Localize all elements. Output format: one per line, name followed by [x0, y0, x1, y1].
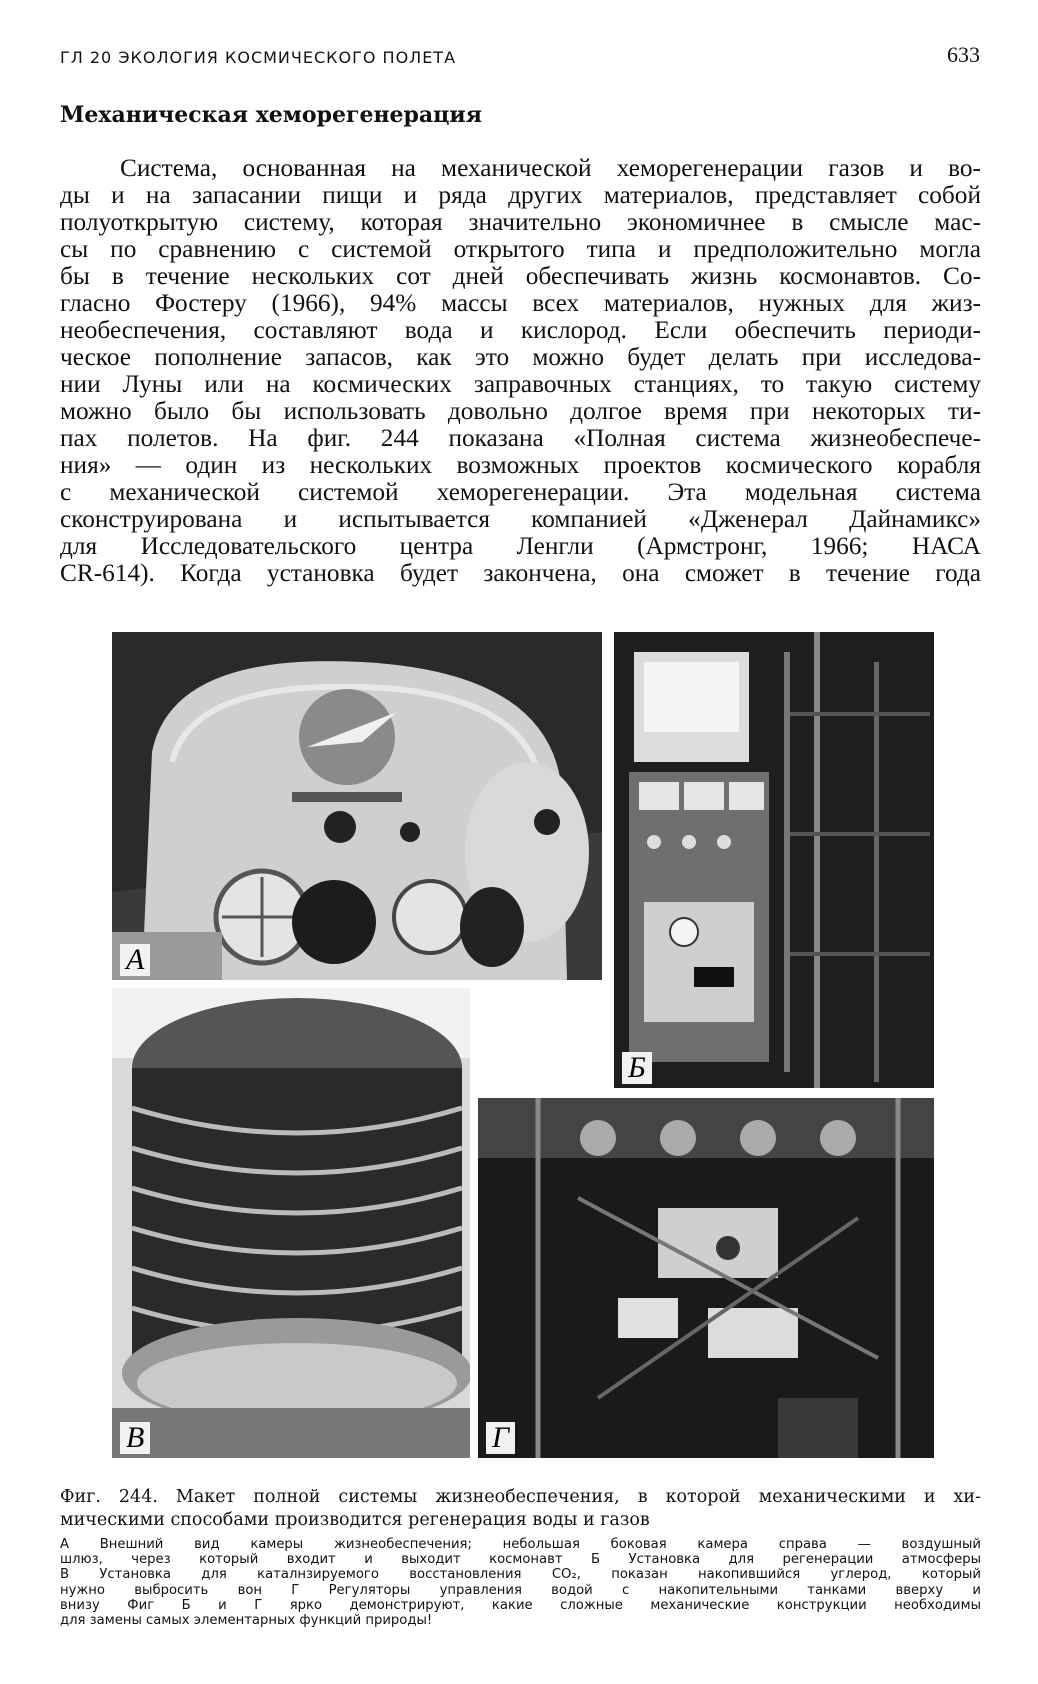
- text-line: гласно Фостеру (1966), 94% массы всех материалов, нужных для жиз-: [60, 289, 981, 317]
- water-regulators-illustration: [478, 1098, 934, 1458]
- photo-label-a: А: [120, 944, 150, 976]
- atmosphere-unit-illustration: [614, 632, 934, 1088]
- text-line: Система, основанная на механической хеморегенерации газов и во-: [120, 154, 981, 182]
- caption-line: мическими способами производится регенерация воды и газов: [60, 1510, 650, 1530]
- photo-a-chamber-exterior: [112, 632, 602, 980]
- text-line: можно было бы использовать довольно долгое время при некоторых ти-: [60, 397, 981, 425]
- text-line: полуоткрытую систему, которая значительно экономичнее в смысле мас-: [60, 208, 981, 236]
- photo-v-co2-reduction-unit: [112, 988, 470, 1458]
- caption-detail-line: В Установка для каталнзируемого восстановления CO₂, показан накопившийся углерод, который: [60, 1567, 981, 1583]
- caption-detail-line: для замены самых элементарных функций природы!: [60, 1613, 433, 1629]
- text-line: необеспечения, составляют вода и кислород. Если обеспечить периоди-: [60, 316, 981, 344]
- text-line: ния» — один из нескольких возможных проектов космического корабля: [60, 451, 981, 479]
- body-paragraph: [60, 155, 981, 587]
- photo-label-v: В: [120, 1422, 150, 1454]
- caption-detail-line: шлюз, через который входит и выходит космонавт Б Установка для регенерации атмосферы: [60, 1552, 981, 1568]
- running-header: [60, 42, 980, 67]
- text-line: сконструирована и испытывается компанией «Дженерал Дайнамикс»: [60, 505, 981, 533]
- caption-line: Фиг. 244. Макет полной системы жизнеобеспечения, в которой механическими и хи-: [60, 1487, 981, 1507]
- text-line: сы по сравнению с системой открытого типа и предположительно могла: [60, 235, 981, 263]
- text-line: пах полетов. На фиг. 244 показана «Полная система жизнеобеспече-: [60, 424, 981, 452]
- photo-label-g: Г: [486, 1422, 515, 1454]
- text-line: CR-614). Когда установка будет закончена, она сможет в течение года: [60, 559, 981, 587]
- section-title: Механическая хеморегенерация: [60, 102, 483, 128]
- figure-caption: [60, 1486, 981, 1628]
- caption-detail-line: нужно выбросить вон Г Регуляторы управления водой с накопительными танками вверху и: [60, 1582, 981, 1598]
- chamber-exterior-illustration: [112, 632, 602, 980]
- photo-label-b: Б: [622, 1052, 652, 1084]
- text-line: ды и на запасании пищи и ряда других материалов, представляет собой: [60, 181, 981, 209]
- text-line: нии Луны или на космических заправочных станциях, то такую систему: [60, 370, 981, 398]
- text-line: с механической системой хеморегенерации. Эта модельная система: [60, 478, 981, 506]
- caption-main: [60, 1486, 981, 1532]
- co2-reduction-unit-illustration: [112, 988, 470, 1458]
- photo-b-atmosphere-unit: [614, 632, 934, 1088]
- text-line: для Исследовательского центра Ленгли (Армстронг, 1966; НАСА: [60, 532, 981, 560]
- text-line: бы в течение нескольких сот дней обеспечивать жизнь космонавтов. Со-: [60, 262, 981, 290]
- photo-g-water-regulators: [478, 1098, 934, 1458]
- text-line: ческое пополнение запасов, как это можно будет делать при исследова-: [60, 343, 981, 371]
- page-number: 633: [947, 42, 980, 67]
- running-title: ГЛ 20 ЭКОЛОГИЯ КОСМИЧЕСКОГО ПОЛЕТА: [60, 48, 457, 67]
- caption-detail-line: внизу Фиг Б и Г ярко демонстрируют, какие сложные механические конструкции необходимы: [60, 1597, 981, 1613]
- caption-detail-line: А Внешний вид камеры жизнеобеспечения; небольшая боковая камера справа — воздушный: [60, 1537, 981, 1552]
- caption-details: [60, 1537, 981, 1628]
